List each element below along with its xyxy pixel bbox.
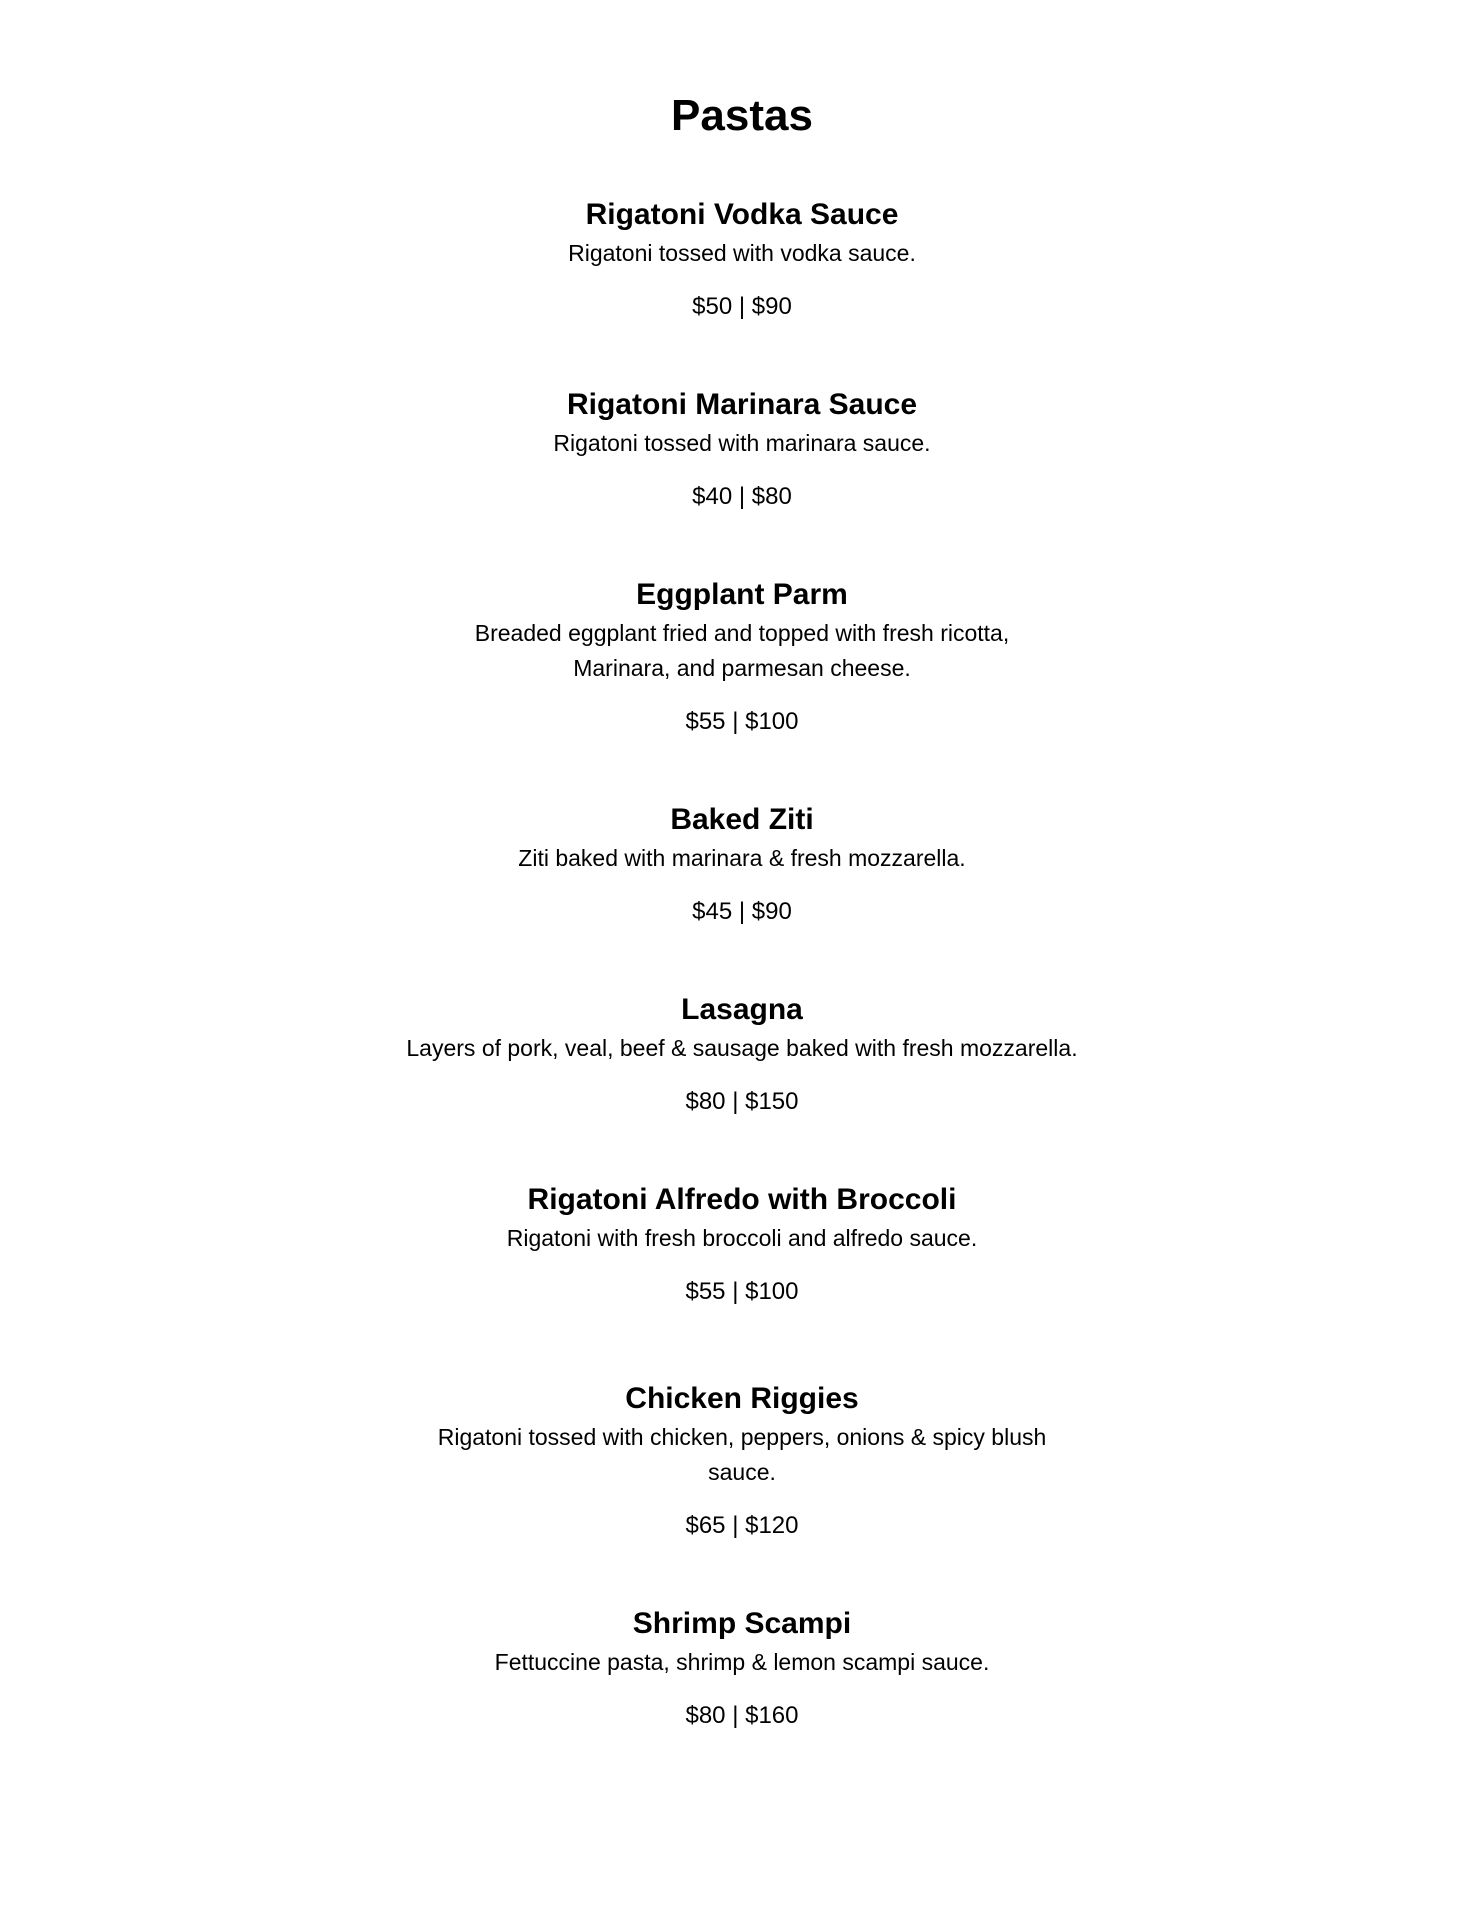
item-name: Chicken Riggies	[625, 1382, 859, 1415]
item-description: Rigatoni with fresh broccoli and alfredo sauce.	[506, 1225, 978, 1251]
item-name: Shrimp Scampi	[632, 1607, 852, 1640]
item-price: $80 | $160	[685, 1702, 799, 1729]
item-name: Rigatoni Vodka Sauce	[585, 198, 899, 231]
item-name: Lasagna	[681, 993, 803, 1026]
item-name: Rigatoni Marinara Sauce	[566, 388, 918, 421]
menu-item	[342, 1181, 1142, 1308]
item-price: $80 | $150	[685, 1088, 799, 1115]
item-price: $55 | $100	[685, 1278, 799, 1305]
item-price: $50 | $90	[692, 293, 792, 320]
item-name: Rigatoni Alfredo with Broccoli	[527, 1183, 957, 1216]
item-description: Rigatoni tossed with vodka sauce.	[568, 240, 916, 266]
menu-item	[342, 576, 1142, 738]
menu-item	[342, 1380, 1142, 1542]
item-description: Rigatoni tossed with chicken, peppers, onions & spicy blush sauce.	[437, 1424, 1047, 1485]
item-description: Ziti baked with marinara & fresh mozzarella.	[518, 845, 966, 871]
item-price: $55 | $100	[685, 708, 799, 735]
item-description: Rigatoni tossed with marinara sauce.	[553, 430, 931, 456]
item-price: $65 | $120	[685, 1512, 799, 1539]
menu-item	[342, 196, 1142, 323]
item-price: $40 | $80	[692, 483, 792, 510]
menu-item	[342, 1605, 1142, 1732]
page-title: Pastas	[671, 91, 813, 140]
menu-item	[342, 801, 1142, 928]
menu-item	[342, 991, 1142, 1118]
item-description: Breaded eggplant fried and topped with fresh ricotta, Marinara, and parmesan cheese.	[474, 620, 1010, 681]
item-name: Eggplant Parm	[636, 578, 848, 611]
menu-item	[342, 386, 1142, 513]
item-name: Baked Ziti	[670, 803, 814, 836]
item-price: $45 | $90	[692, 898, 792, 925]
item-description: Fettuccine pasta, shrimp & lemon scampi sauce.	[494, 1649, 990, 1675]
item-description: Layers of pork, veal, beef & sausage baked with fresh mozzarella.	[406, 1035, 1078, 1061]
